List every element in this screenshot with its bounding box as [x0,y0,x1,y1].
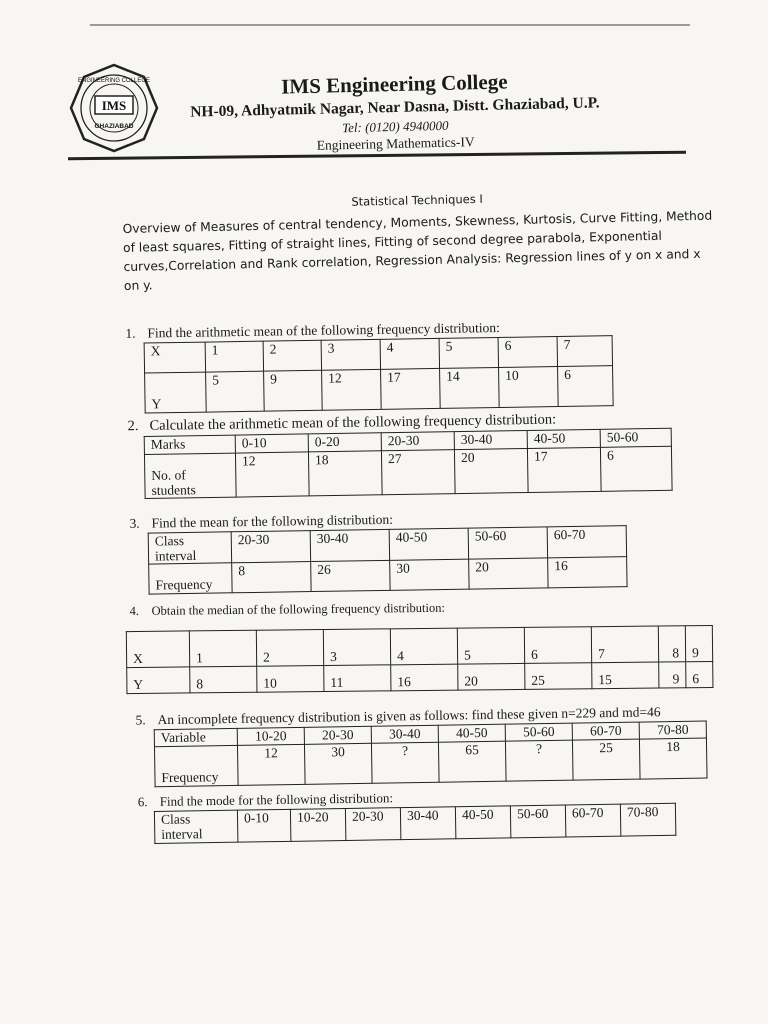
question-2 [127,410,672,500]
question-5-table [154,721,708,788]
question-text: Obtain the median of the following frequency distribution: [151,600,446,618]
table-cell: 40-50 [455,806,510,839]
table-cell: 30-40 [371,725,438,743]
question-text: Find the mode for the following distribution: [159,790,394,809]
table-cell: 50-60 [510,805,565,838]
table-cell: 30 [304,743,372,784]
table-cell: 10 [257,666,324,693]
table-cell: ? [371,742,439,783]
table-cell: No. of students [144,453,236,498]
table-cell: 20 [458,663,525,690]
table-cell: 5 [206,371,265,412]
table-cell: 3 [321,339,380,370]
subject-title: Engineering Mathematics-IV [316,134,475,153]
question-number: 3. [129,515,140,531]
topic-overview: Overview of Measures of central tendency, Moments, Skewness, Kurtosis, Curve Fitting, Method of least squares, Fitting of straight lines, Fitting of second degree parabola, Exponential curves,Correlation and Rank correlation, Regression Analysis: Regression lines of y on x and x on y. [122,208,713,293]
table-cell: 70-80 [639,721,706,739]
table-cell: 5 [457,627,524,664]
table-cell: 6 [600,446,672,491]
college-seal-icon [68,62,160,154]
table-cell: ? [505,740,573,781]
table-cell: 5 [439,337,498,368]
table-cell: 6 [686,661,713,687]
table-cell: 3 [323,629,390,666]
table-cell: 20-30 [381,432,454,451]
question-text: Find the mean for the following distribution: [151,511,394,531]
question-number: 5. [135,712,146,728]
table-cell: Marks [144,435,235,454]
table-cell: Frequency [154,745,238,786]
college-telephone: Tel: (0120) 4940000 [341,117,449,136]
table-cell: X [144,342,205,373]
question-4-table [126,625,714,694]
college-name: IMS Engineering College [280,69,508,99]
table-cell: 27 [381,450,455,495]
table-cell: 18 [308,451,382,496]
table-cell: 0-20 [308,433,381,452]
table-cell: 20-30 [345,808,400,841]
table-cell: 1 [189,630,256,667]
table-cell: 20 [469,558,548,589]
question-6 [138,786,677,844]
table-cell: 14 [440,367,500,408]
table-cell: 50-60 [600,428,671,447]
table-cell: Class interval [154,810,237,843]
top-divider [90,24,690,26]
question-number: 2. [127,418,139,435]
table-cell: 20-30 [304,726,371,744]
table-cell: 6 [524,627,591,664]
logo-initials: IMS [101,98,127,113]
table-cell: 16 [391,664,458,691]
table-cell: 0-10 [237,809,290,842]
question-number: 4. [129,603,140,619]
table-cell: X [126,631,189,668]
question-6-table [154,803,676,844]
table-cell: 10-20 [237,727,304,745]
table-cell: Y [127,667,190,694]
table-cell: 4 [390,628,457,665]
table-cell: 2 [263,340,321,371]
table-cell: 20 [454,448,528,493]
table-cell: 25 [525,663,592,690]
table-cell: Variable [154,728,237,746]
table-cell: 12 [237,744,305,785]
table-cell: 9 [659,662,686,688]
table-cell: 17 [381,368,441,409]
question-2-table [144,428,673,499]
question-4 [130,598,714,694]
table-cell: 7 [557,336,612,367]
logo-city-text: GHAZIABAD [94,123,134,130]
table-cell: 25 [572,739,640,780]
question-text: An incomplete frequency distribution is given as follows: find these given n=229 and md=46 [157,704,661,728]
table-cell: 60-70 [547,526,626,558]
table-cell: 12 [235,452,309,497]
table-cell: 12 [322,369,382,410]
question-text: Calculate the arithmetic mean of the following frequency distribution: [149,411,557,434]
table-cell: 10-20 [290,808,345,841]
table-cell: 50-60 [505,723,572,741]
table-cell: 40-50 [527,429,600,448]
table-cell: 11 [324,665,391,692]
college-header [159,67,631,158]
table-cell: 60-70 [572,722,639,740]
table-cell: 60-70 [565,804,620,837]
table-cell: 20-30 [231,531,310,563]
table-cell: 40-50 [389,528,468,560]
table-cell: 26 [311,560,390,591]
table-cell: 9 [264,370,323,411]
table-cell: 40-50 [438,724,505,742]
table-cell: 6 [498,337,557,368]
table-cell: 30-40 [310,529,389,561]
table-cell: Frequency [149,563,232,594]
question-number: 1. [125,325,136,341]
table-cell: 7 [591,626,658,663]
table-cell: 65 [438,741,506,782]
question-number: 6. [137,794,148,810]
table-cell: 16 [548,557,627,588]
table-cell: 8 [190,666,257,693]
table-cell: 2 [256,630,323,667]
table-cell: 18 [639,738,707,779]
table-cell: 10 [499,367,559,408]
question-3 [129,508,627,595]
topic-title: Statistical Techniques I [351,191,483,209]
table-cell: 70-80 [620,803,675,836]
table-cell: 0-10 [235,434,308,453]
table-cell: 8 [658,626,685,662]
question-1 [125,318,613,414]
table-cell: 15 [592,662,659,689]
college-address: NH-09, Adhyatmik Nagar, Near Dasna, Distt. Ghaziabad, U.P. [190,94,600,121]
table-cell: 50-60 [468,527,547,559]
table-cell: 4 [380,338,439,369]
table-cell: Class interval [148,532,231,564]
table-cell: 30-40 [454,431,527,450]
table-cell: 9 [685,625,712,661]
table-cell: 30-40 [400,807,455,840]
table-cell: Y [145,372,207,413]
table-cell: 17 [527,447,601,492]
question-3-table [148,525,628,595]
question-text: Find the arithmetic mean of the following frequency distribution: [147,319,500,341]
table-cell: 6 [558,366,614,407]
logo-ring-text: ENGINEERING COLLEGE [77,78,151,84]
table-cell: 30 [390,559,469,590]
topic-section [122,187,714,296]
question-1-table [144,335,614,413]
question-5 [135,704,707,788]
table-cell: 8 [232,562,311,593]
table-cell: 1 [205,341,263,372]
